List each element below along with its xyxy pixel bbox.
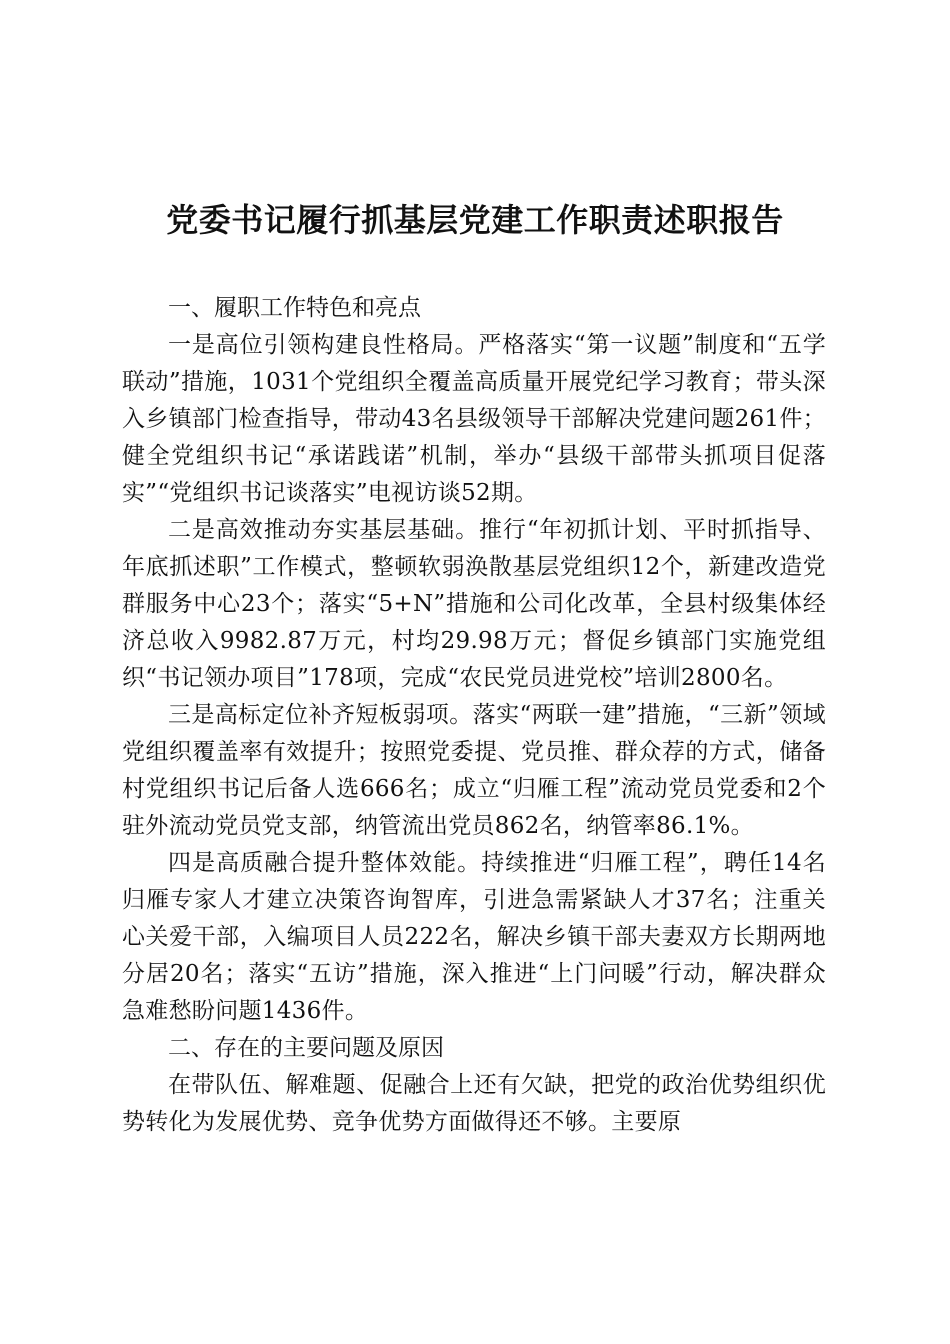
paragraph-problems: 在带队伍、解难题、促融合上还有欠缺，把党的政治优势组织优势转化为发展优势、竞争优势方面做得还不够。主要原 bbox=[122, 1072, 826, 1135]
paragraph-grassroots: 二是高效推动夯实基层基础。推行“年初抓计划、平时抓指导、年底抓述职”工作模式，整顿软弱涣散基层党组织12个，新建改造党群服务中心23个；落实“5+N”措施和公司化改革，全县村级集体经济总收入9982.87万元，村均29.98万元；督促乡镇部门实施党组织“书记领办项目”178项，完成“农民党员进党校”培训2800名。 bbox=[122, 517, 826, 691]
section-heading-1: 一、履职工作特色和亮点 bbox=[168, 295, 421, 321]
section-heading-2: 二、存在的主要问题及原因 bbox=[168, 1035, 444, 1061]
paragraph-leadership: 一是高位引领构建良性格局。严格落实“第一议题”制度和“五学联动”措施，1031个党组织全覆盖高质量开展党纪学习教育；带头深入乡镇部门检查指导，带动43名县级领导干部解决党建问题261件；健全党组织书记“承诺践诺”机制，举办“县级干部带头抓项目促落实”“党组织书记谈落实”电视访谈52期。 bbox=[122, 332, 826, 506]
paragraph-weaknesses: 三是高标定位补齐短板弱项。落实“两联一建”措施，“三新”领域党组织覆盖率有效提升；按照党委提、党员推、群众荐的方式，储备村党组织书记后备人选666名；成立“归雁工程”流动党员党委和2个驻外流动党员党支部，纳管流出党员862名，纳管率86.1%。 bbox=[122, 702, 826, 839]
document-body bbox=[122, 290, 826, 1141]
paragraph-integration: 四是高质融合提升整体效能。持续推进“归雁工程”，聘任14名归雁专家人才建立决策咨询智库，引进急需紧缺人才37名；注重关心关爱干部，入编项目人员222名，解决乡镇干部夫妻双方长期两地分居20名；落实“五访”措施，深入推进“上门问暖”行动，解决群众急难愁盼问题1436件。 bbox=[122, 850, 826, 1024]
document-title: 党委书记履行抓基层党建工作职责述职报告 bbox=[166, 201, 784, 239]
